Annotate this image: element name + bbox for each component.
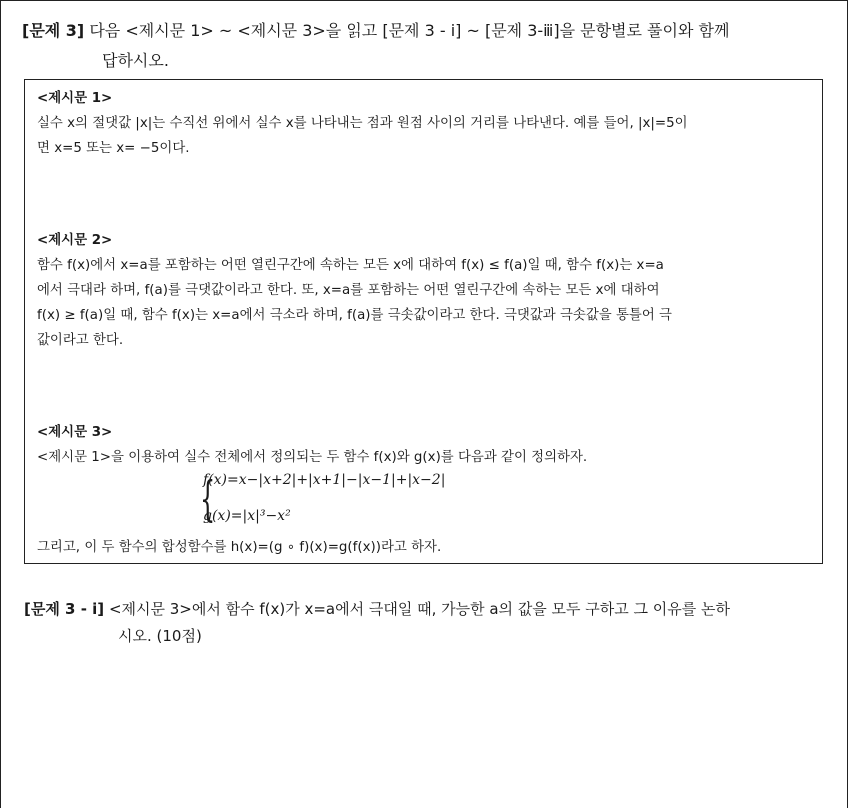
problem-tag: [문제 3] bbox=[22, 21, 85, 40]
function-g-definition: g(x)=|x|³−x² bbox=[203, 508, 291, 524]
system-brace: { bbox=[200, 471, 216, 527]
passage-3-line2: 그리고, 이 두 함수의 합성함수를 h(x)=(g ∘ f)(x)=g(f(x))라고 하자. bbox=[37, 540, 442, 555]
problem-instruction-line1: 다음 <제시문 1> ~ <제시문 3>을 읽고 [문제 3 - ⅰ] ~ [문제 3-ⅲ]을 문항별로 풀이와 함께 bbox=[84, 21, 730, 40]
passage-2-line4: 값이라고 한다. bbox=[37, 333, 124, 348]
passage-2-line2: 에서 극대라 하며, f(a)를 극댓값이라고 한다. 또, x=a를 포함하는 어떤 열린구간에 속하는 모든 x에 대하여 bbox=[37, 283, 660, 298]
passage-3-line1: <제시문 1>을 이용하여 실수 전체에서 정의되는 두 함수 f(x)와 g(x)를 다음과 같이 정의하자. bbox=[37, 450, 588, 465]
question-3-i bbox=[24, 596, 828, 650]
passage-3 bbox=[37, 420, 812, 470]
passage-3-title: <제시문 3> bbox=[37, 425, 113, 440]
passage-2-line3: f(x) ≥ f(a)일 때, 함수 f(x)는 x=a에서 극소라 하며, f(a)를 극솟값이라고 한다. 극댓값과 극솟값을 통틀어 극 bbox=[37, 308, 672, 323]
passage-3-conclusion bbox=[37, 535, 812, 560]
passage-1 bbox=[37, 86, 812, 161]
function-f-definition: f(x)=x−|x+2|+|x+1|−|x−1|+|x−2| bbox=[203, 472, 446, 488]
question-line2: 시오. (10점) bbox=[118, 627, 202, 645]
passage-2 bbox=[37, 228, 812, 353]
question-line1: <제시문 3>에서 함수 f(x)가 x=a에서 극대일 때, 가능한 a의 값을 모두 구하고 그 이유를 논하 bbox=[104, 600, 731, 618]
problem-instruction-line2: 답하시오. bbox=[102, 51, 169, 70]
passage-1-title: <제시문 1> bbox=[37, 91, 113, 106]
question-tag: [문제 3 - ⅰ] bbox=[24, 600, 105, 618]
passage-2-line1: 함수 f(x)에서 x=a를 포함하는 어떤 열린구간에 속하는 모든 x에 대하여 f(x) ≤ f(a)일 때, 함수 f(x)는 x=a bbox=[37, 258, 664, 273]
passages-box bbox=[24, 79, 823, 564]
passage-1-line2: 면 x=5 또는 x= −5이다. bbox=[37, 141, 190, 156]
problem-header bbox=[22, 16, 826, 76]
passage-2-title: <제시문 2> bbox=[37, 233, 113, 248]
passage-1-line1: 실수 x의 절댓값 |x|는 수직선 위에서 실수 x를 나타내는 점과 원점 사이의 거리를 나타낸다. 예를 들어, |x|=5이 bbox=[37, 116, 688, 131]
